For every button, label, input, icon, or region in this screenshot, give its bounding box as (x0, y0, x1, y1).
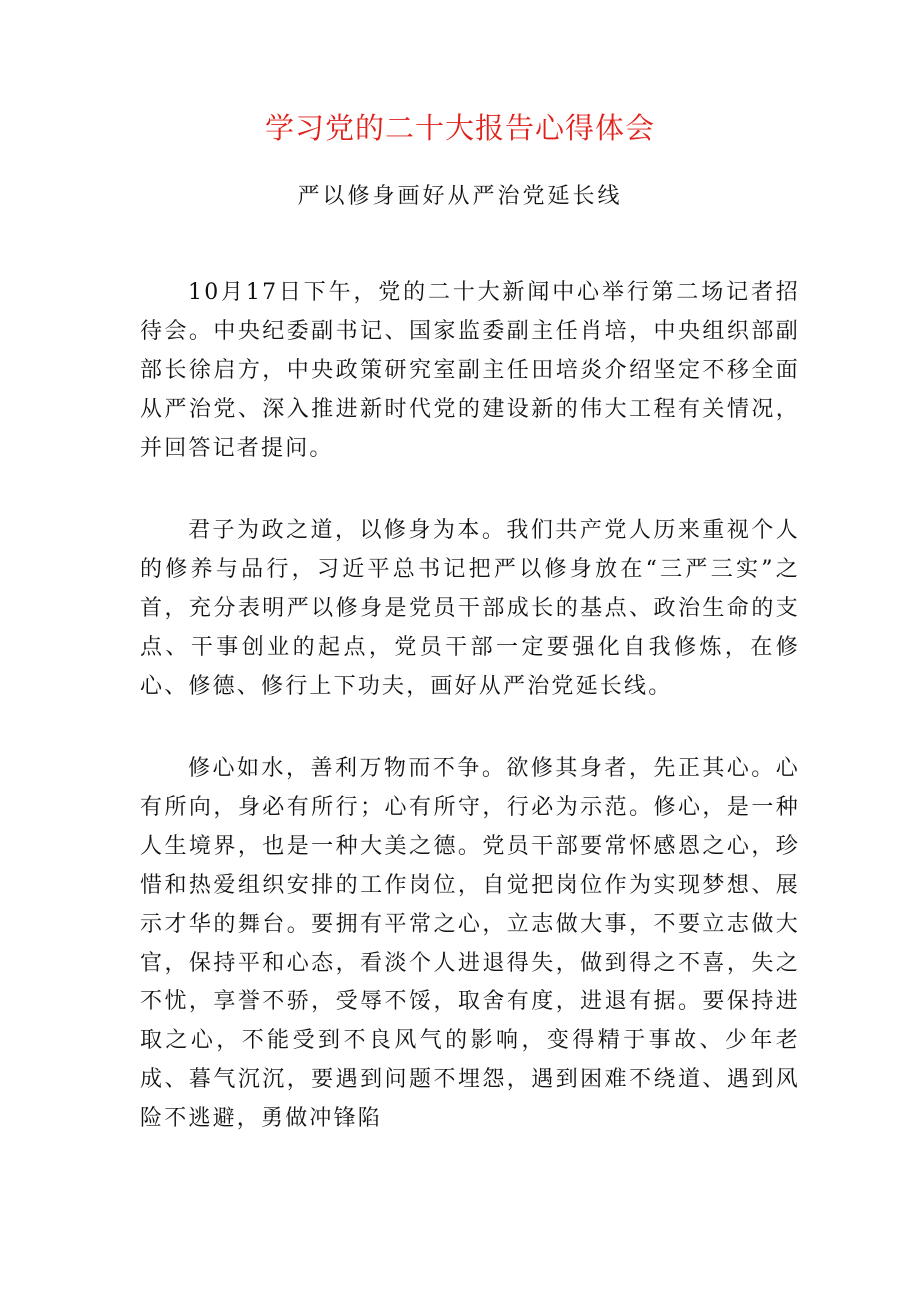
paragraph-2: 君子为政之道，以修身为本。我们共产党人历来重视个人的修养与品行，习近平总书记把严以修身放在“三严三实”之首，充分表明严以修身是党员干部成长的基点、政治生命的支点、干事创业的起点，党员干部一定要强化自我修炼，在修心、修德、修行上下功夫，画好从严治党延长线。 (140, 518, 800, 699)
paragraph-1: 10月17日下午，党的二十大新闻中心举行第二场记者招待会。中央纪委副书记、国家监委副主任肖培，中央组织部副部长徐启方，中央政策研究室副主任田培炎介绍坚定不移全面从严治党、深入推进新时代党的建设新的伟大工程有关情况，并回答记者提问。 (140, 280, 800, 461)
document-subtitle: 严以修身画好从严治党延长线 (297, 184, 623, 209)
document-title: 学习党的二十大报告心得体会 (264, 111, 655, 145)
paragraph-3: 修心如水，善利万物而不争。欲修其身者，先正其心。心有所向，身必有所行；心有所守，行必为示范。修心，是一种人生境界，也是一种大美之德。党员干部要常怀感恩之心，珍惜和热爱组织安排的工作岗位，自觉把岗位作为实现梦想、展示才华的舞台。要拥有平常之心，立志做大事，不要立志做大官，保持平和心态，看淡个人进退得失，做到得之不喜，失之不忧，享誉不骄，受辱不馁，取舍有度，进退有据。要保持进取之心，不能受到不良风气的影响，变得精于事故、少年老成、暮气沉沉，要遇到问题不埋怨，遇到困难不绕道、遇到风险不逃避，勇做冲锋陷 (140, 756, 800, 1132)
